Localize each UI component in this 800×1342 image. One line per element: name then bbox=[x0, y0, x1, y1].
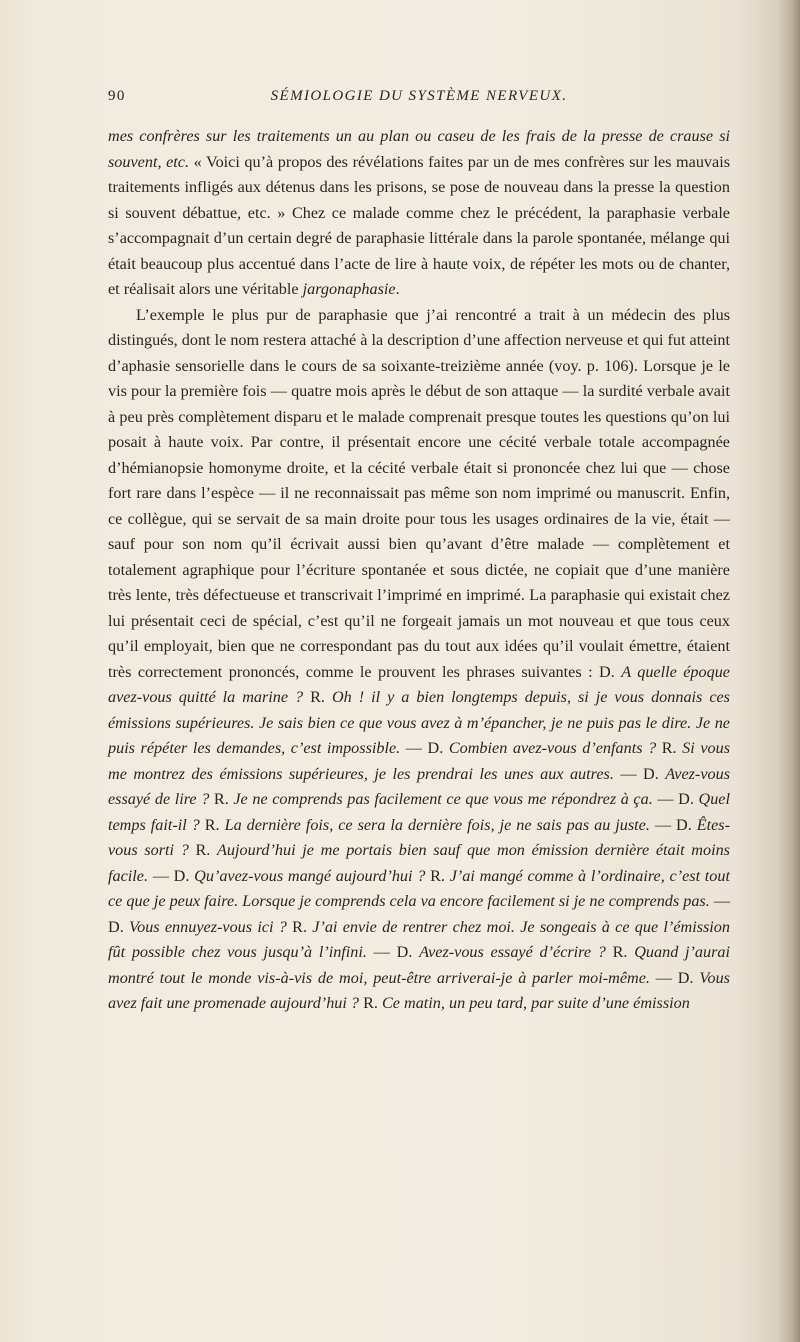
answer-5: Aujourd’hui je me portais bien sauf que mon émission dernière était moins facile. bbox=[108, 841, 730, 885]
paragraph-1 bbox=[108, 124, 730, 303]
paragraph-1-text: « Voici qu’à propos des révélations faites par un de mes confrères sur les mauvais traitements infligés aux détenus dans les prisons, se pose de nouveau dans la presse la question si souvent débattue, etc. » Chez ce malade comme chez le précédent, la paraphasie verbale s’accompagnait d’un certain degré de paraphasie littérale dans la parole spontanée, mélange qui était beaucoup plus accentué dans l’acte de lire à haute voix, de répéter les mots ou de chanter, et réalisait alors une véritable bbox=[108, 152, 730, 298]
reply-marker-3: R. bbox=[209, 790, 234, 808]
question-marker-6: — D. bbox=[148, 866, 195, 885]
question-1: A quelle époque avez-vous quitté la marine ? bbox=[108, 662, 730, 706]
term-jargonaphasie: jargonaphasie bbox=[302, 280, 396, 298]
reply-marker-4: R. bbox=[199, 815, 225, 834]
question-marker-3: — D. bbox=[613, 764, 666, 783]
reply-marker-6: R. bbox=[425, 866, 450, 885]
paragraph-1-end: . bbox=[395, 280, 400, 298]
question-7: Vous ennuyez-vous ici ? bbox=[129, 917, 287, 936]
question-4: Quel temps fait-il ? bbox=[108, 790, 730, 834]
quoted-paraphasia: mes confrères sur les traitements un au plan ou caseu de les frais de la presse de crause si souvent, etc. bbox=[108, 127, 730, 171]
page-edge-shadow bbox=[778, 0, 800, 1342]
question-9: Vous avez fait une promenade aujourd’hui ? bbox=[108, 968, 730, 1012]
question-marker-8: — D. bbox=[366, 943, 420, 961]
reply-marker-1: R. bbox=[303, 688, 332, 706]
answer-4: La dernière fois, ce sera la dernière fois, je ne sais pas au juste. bbox=[224, 815, 650, 834]
reply-marker-7: R. bbox=[286, 917, 313, 936]
question-marker-5: — D. bbox=[649, 815, 697, 834]
answer-8: Quand j’aurai montré tout le monde vis-à-vis de moi, peut-être arriverai-je à parler moi-même. bbox=[108, 943, 730, 987]
answer-3: Je ne comprends pas facilement ce que vous me répondrez à ça. bbox=[233, 790, 653, 808]
reply-marker-2: R. bbox=[656, 739, 683, 757]
answer-6: J’ai mangé comme à l’ordinaire, c’est tout ce que je peux faire. Lorsque je comprends cela va encore facilement si je ne comprends pas. bbox=[108, 866, 730, 910]
answer-7: J’ai envie de rentrer chez moi. Je songeais à ce que l’émission fût possible chez vous jusqu’à l’infini. bbox=[108, 917, 730, 961]
paragraph-2-text: L’exemple le plus pur de paraphasie que j’ai rencontré a trait à un médecin des plus distingués, dont le nom restera attaché à la description d’une affection nerveuse et qui fut atteint d’aphasie sensorielle dans le cours de sa soixante-treizième année (voy. p. 106). Lorsque je le vis pour la première fois — quatre mois après le début de son attaque — la surdité verbale avait à peu près complètement disparu et le malade comprenait presque toutes les questions qu’on lui posait à haute voix. Par contre, il présentait encore une cécité verbale totale accompagnée d’hémianopsie homonyme droite, et la cécité verbale était si prononcée chez lui que — chose fort rare dans l’espèce — il ne reconnaissait pas même son nom imprimé ou manuscrit. Enfin, ce collègue, qui se servait de sa main droite pour tous les usages ordinaires de la vie, était — sauf pour son nom qu’il écrivait aussi bien qu’avant d’être malade — complètement et totalement agraphique pour l’écriture spontanée et sous dictée, ne copiait que d’une manière très lente, très défectueuse et transcrivait l’imprimé en imprimé. La paraphasie qui existait chez lui présentait ceci de spécial, c’est qu’il ne forgeait jamais un mot nouveau et que tous ceux qu’il employait, bien que ne correspondant pas du tout aux idées qu’il voulait émettre, étaient très correctement prononcés, comme le prouvent les phrases suivantes : D. bbox=[108, 305, 730, 681]
paragraph-2 bbox=[108, 303, 730, 1017]
question-5: Êtes-vous sorti ? bbox=[108, 815, 730, 859]
answer-1: Oh ! il y a bien longtemps depuis, si je vous donnais ces émissions supérieures. Je sais bien ce que vous avez à m’épancher, je ne puis pas le dire. Je ne puis répéter les demandes, c’est impossible. bbox=[108, 688, 730, 757]
body-text bbox=[108, 124, 730, 1017]
answer-9: Ce matin, un peu tard, par suite d’une émission bbox=[381, 994, 690, 1012]
running-title: SÉMIOLOGIE DU SYSTÈME NERVEUX. bbox=[270, 88, 568, 104]
reply-marker-5: R. bbox=[188, 841, 218, 859]
question-3: Avez-vous essayé de lire ? bbox=[108, 764, 730, 808]
page-number: 90 bbox=[108, 88, 126, 104]
question-6: Qu’avez-vous mangé aujourd’hui ? bbox=[194, 866, 426, 885]
answer-2: Si vous me montrez des émissions supérieures, je les prendrai les unes aux autres. bbox=[108, 739, 730, 783]
question-marker-9: — D. bbox=[649, 968, 700, 987]
question-2: Combien avez-vous d’enfants ? bbox=[448, 739, 657, 757]
question-8: Avez-vous essayé d’écrire ? bbox=[419, 943, 606, 961]
question-marker-4: — D. bbox=[652, 790, 699, 808]
page-header bbox=[108, 88, 730, 114]
reply-marker-8: R. bbox=[605, 943, 635, 961]
reply-marker-9: R. bbox=[359, 994, 382, 1012]
question-marker-7: — D. bbox=[108, 892, 730, 936]
question-marker-2: — D. bbox=[400, 739, 449, 757]
